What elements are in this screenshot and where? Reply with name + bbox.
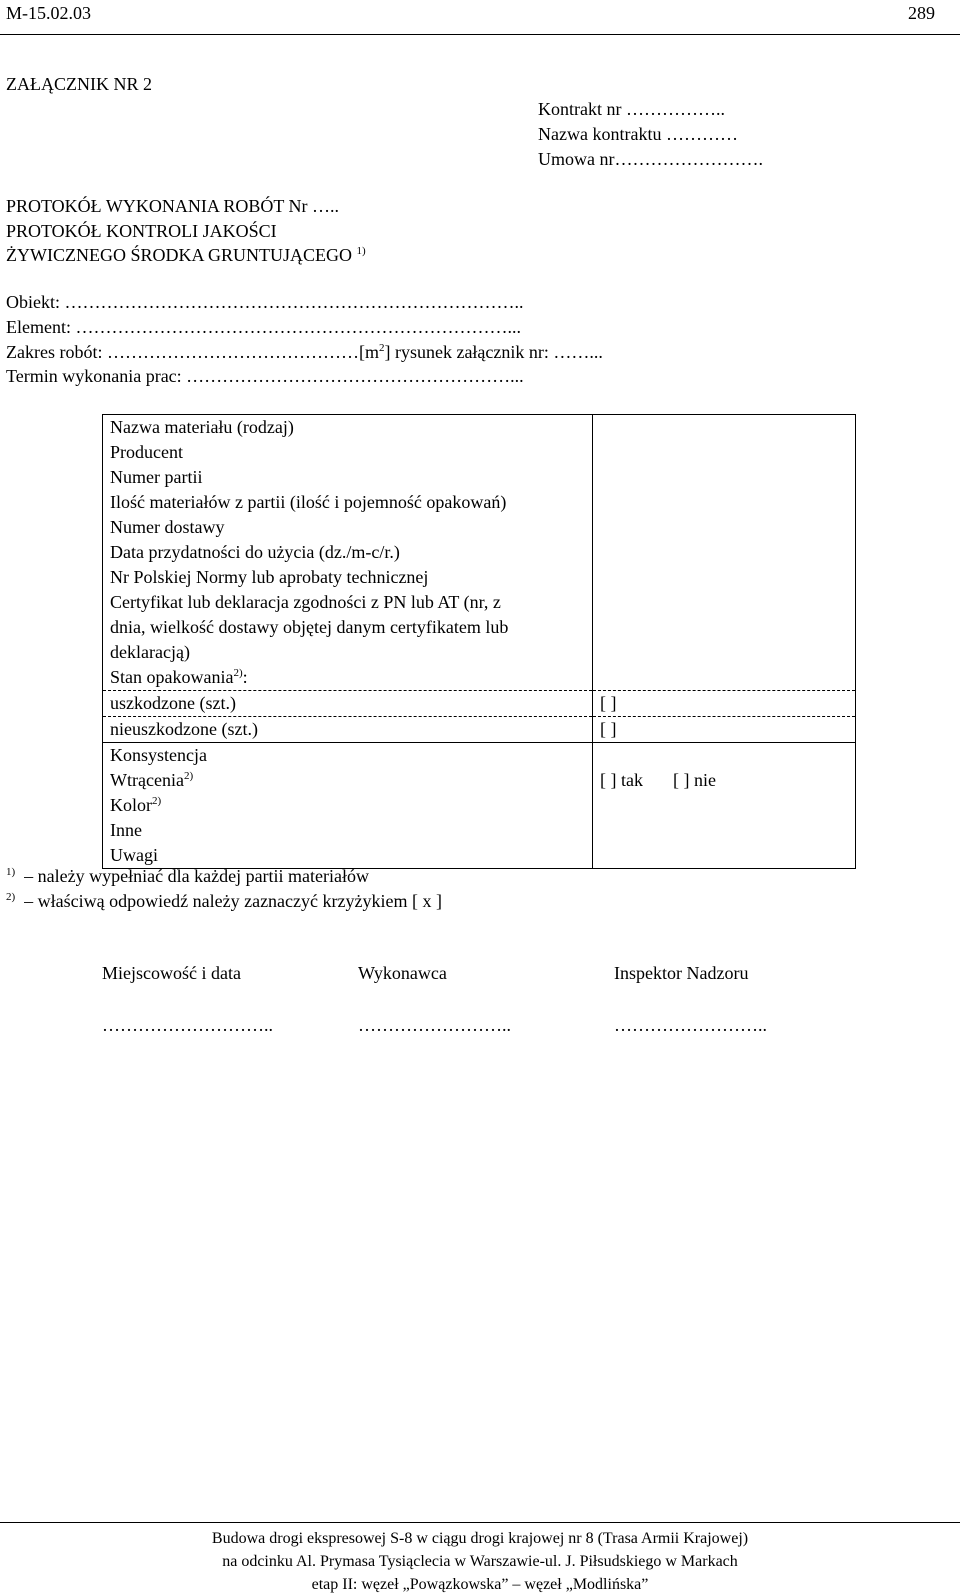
row-label: Ilość materiałów z partii (ilość i pojemność opakowań) xyxy=(103,490,593,515)
footer-line-3: etap II: węzeł „Powązkowska” – węzeł „Modlińska” xyxy=(311,1576,649,1593)
table-row xyxy=(103,818,856,843)
row-value[interactable] xyxy=(593,843,856,869)
table-row xyxy=(103,717,856,743)
footer-line-1: Budowa drogi ekspresowej S-8 w ciągu drogi krajowej nr 8 (Trasa Armii Krajowej) xyxy=(211,1530,749,1547)
checkbox-uszkodzone[interactable]: [ ] xyxy=(593,691,856,717)
document-code: M-15.02.03 xyxy=(6,3,91,23)
footer-rule xyxy=(0,1522,960,1523)
row-value xyxy=(593,665,856,691)
table-row xyxy=(103,565,856,590)
row-label: Kolor$^{2)}$ xyxy=(103,793,593,818)
row-label: Producent xyxy=(103,440,593,465)
row-label: Stan opakowania$^{2)}$: xyxy=(103,665,593,691)
table-row xyxy=(103,665,856,691)
row-label: uszkodzone (szt.) xyxy=(103,691,593,717)
protocol-title-3: ŻYWICZNEGO ŚRODKA GRUNTUJĄCEGO $^{1)}$ xyxy=(6,245,366,265)
table-row xyxy=(103,465,856,490)
row-label: Nr Polskiej Normy lub aprobaty technicznej xyxy=(103,565,593,590)
row-value-wtracenia xyxy=(593,768,856,793)
checkbox-nieuszkodzone[interactable]: [ ] xyxy=(593,717,856,743)
footnote-ref: 1) xyxy=(356,245,366,257)
material-table xyxy=(102,414,856,869)
row-value[interactable] xyxy=(593,515,856,540)
contract-number: Kontrakt nr …………….. xyxy=(538,99,725,119)
table-row xyxy=(103,691,856,717)
row-value[interactable] xyxy=(593,490,856,515)
checkbox-tak[interactable]: [ ] tak xyxy=(600,770,643,790)
place-date-signature-line[interactable]: ……………………….. xyxy=(102,1015,273,1035)
header-rule xyxy=(0,34,960,35)
row-label: Inne xyxy=(103,818,593,843)
row-value[interactable] xyxy=(593,540,856,565)
row-label: Nazwa materiału (rodzaj) xyxy=(103,415,593,441)
row-value[interactable] xyxy=(593,743,856,769)
table-row xyxy=(103,843,856,869)
row-label: Wtrącenia$^{2)}$ xyxy=(103,768,593,793)
field-element: Element: ………………………………………………………………... xyxy=(6,317,521,337)
protocol-title-2: PROTOKÓŁ KONTROLI JAKOŚCI xyxy=(6,221,277,241)
inspector-label: Inspektor Nadzoru xyxy=(614,963,749,983)
checkbox-nie[interactable]: [ ] nie xyxy=(672,770,716,790)
field-zakres: Zakres robót: $\dots\dots\dots\dots\dots\dots\dots\dots\dots\dots\dots\dots\dots\dots[m^2]$ rysunek załącznik nr: ……... xyxy=(6,342,603,362)
table-row xyxy=(103,515,856,540)
row-label-certyfikat: Certyfikat lub deklaracja zgodności z PN lub AT (nr, z dnia, wielkość dostawy objętej danym certyfikatem lub deklaracją) xyxy=(103,590,593,665)
contractor-signature-line[interactable]: …………………….. xyxy=(358,1015,511,1035)
footnote-2: $^{2)}$ – właściwą odpowiedź należy zaznaczyć krzyżykiem [ x ] xyxy=(6,891,442,911)
place-date-label: Miejscowość i data xyxy=(102,963,241,983)
row-value[interactable] xyxy=(593,440,856,465)
row-value[interactable] xyxy=(593,793,856,818)
row-value[interactable] xyxy=(593,415,856,441)
contractor-label: Wykonawca xyxy=(358,963,447,983)
table-row xyxy=(103,743,856,769)
table-row xyxy=(103,490,856,515)
row-label: nieuszkodzone (szt.) xyxy=(103,717,593,743)
row-value[interactable] xyxy=(593,818,856,843)
row-value[interactable] xyxy=(593,465,856,490)
row-value[interactable] xyxy=(593,565,856,590)
page-number: 289 xyxy=(908,3,935,23)
table-row xyxy=(103,440,856,465)
table-row xyxy=(103,540,856,565)
footnote-1: $^{1)}$ – należy wypełniać dla każdej partii materiałów xyxy=(6,866,370,886)
table-row xyxy=(103,415,856,441)
row-label: Numer partii xyxy=(103,465,593,490)
row-label: Konsystencja xyxy=(103,743,593,769)
row-label: Uwagi xyxy=(103,843,593,869)
table-row xyxy=(103,768,856,793)
annex-title: ZAŁĄCZNIK NR 2 xyxy=(6,74,152,94)
field-termin: Termin wykonania prac: ………………………………………………... xyxy=(6,366,524,386)
protocol-title-1: PROTOKÓŁ WYKONANIA ROBÓT Nr ….. xyxy=(6,196,340,216)
table-row xyxy=(103,793,856,818)
table-row xyxy=(103,590,856,665)
inspector-signature-line[interactable]: …………………….. xyxy=(614,1015,767,1035)
agreement-number: Umowa nr……………………. xyxy=(538,149,763,169)
footer-line-2: na odcinku Al. Prymasa Tysiąclecia w Warszawie-ul. J. Piłsudskiego w Markach xyxy=(222,1553,738,1570)
contract-name: Nazwa kontraktu ………… xyxy=(538,124,738,144)
field-obiekt: Obiekt: ………………………………………………………………….. xyxy=(6,292,524,312)
row-label: Numer dostawy xyxy=(103,515,593,540)
row-value[interactable] xyxy=(593,590,856,665)
row-label: Data przydatności do użycia (dz./m-c/r.) xyxy=(103,540,593,565)
